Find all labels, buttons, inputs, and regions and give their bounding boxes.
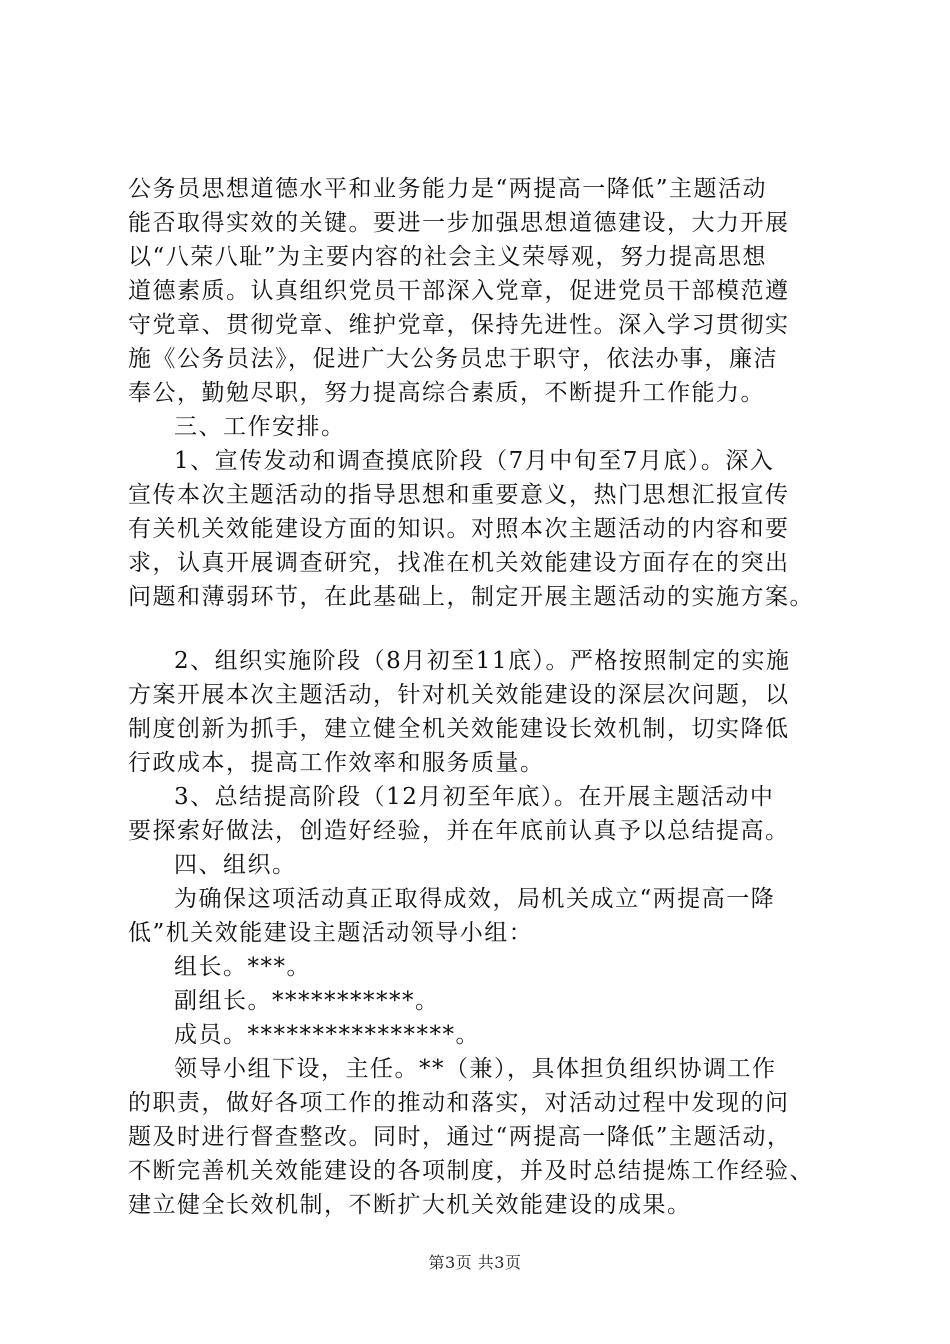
- text-line: 1、宣传发动和调查摸底阶段（7月中旬至7月底）。深入: [174, 448, 775, 474]
- text-line: 公务员思想道德水平和业务能力是“两提高一降低”主题活动: [128, 176, 768, 202]
- text-line: 要探索好做法，创造好经验，并在年底前认真予以总结提高。: [128, 818, 790, 844]
- paragraph-gap: [128, 614, 848, 644]
- text-line: 能否取得实效的关键。要进一步加强思想道德建设，大力开展: [128, 210, 790, 236]
- page-number: 第3页 共3页: [428, 1253, 522, 1272]
- text-line: 以“八荣八耻”为主要内容的社会主义荣辱观，努力提高思想: [128, 244, 768, 270]
- text-line: 制度创新为抓手，建立健全机关效能建设长效机制，切实降低: [128, 716, 790, 742]
- section-heading: 三、工作安排。: [174, 414, 346, 440]
- text-line: 施《公务员法》，促进广大公务员忠于职守，依法办事，廉洁: [128, 346, 778, 372]
- text-line: 有关机关效能建设方面的知识。对照本次主题活动的内容和要: [128, 516, 790, 542]
- text-line: 为确保这项活动真正取得成效，局机关成立“两提高一降: [174, 886, 776, 912]
- deputy-leader-line: 副组长。***********。: [174, 988, 440, 1014]
- text-line: 建立健全长效机制，不断扩大机关效能建设的成果。: [128, 1192, 692, 1218]
- text-line: 不断完善机关效能建设的各项制度，并及时总结提炼工作经验、: [128, 1158, 814, 1184]
- text-line: 宣传本次主题活动的指导思想和重要意义，热门思想汇报宣传: [128, 482, 790, 508]
- text-line: 问题和薄弱环节，在此基础上，制定开展主题活动的实施方案。: [128, 584, 814, 610]
- text-line: 题及时进行督查整改。同时，通过“两提高一降低”主题活动，: [128, 1124, 792, 1150]
- document-body: [128, 172, 848, 1222]
- text-line: 求，认真开展调查研究，找准在机关效能建设方面存在的突出: [128, 550, 790, 576]
- text-line: 低”机关效能建设主题活动领导小组：: [128, 920, 534, 946]
- text-line: 领导小组下设，主任。**（兼），具体担负组织协调工作: [174, 1056, 777, 1082]
- text-line: 守党章、贯彻党章、维护党章，保持先进性。深入学习贯彻实: [128, 312, 790, 338]
- text-line: 行政成本，提高工作效率和服务质量。: [128, 750, 545, 776]
- section-heading: 四、组织。: [174, 852, 297, 878]
- text-line: 方案开展本次主题活动，针对机关效能建设的深层次问题，以: [128, 682, 790, 708]
- text-line: 3、总结提高阶段（12月初至年底）。在开展主题活动中: [174, 784, 775, 810]
- text-line: 奉公，勤勉尽职，努力提高综合素质，不断提升工作能力。: [128, 380, 765, 406]
- text-line: 的职责，做好各项工作的推动和落实，对活动过程中发现的问: [128, 1090, 790, 1116]
- text-line: 2、组织实施阶段（8月初至11底）。严格按照制定的实施: [174, 648, 791, 674]
- page-footer: [0, 1250, 950, 1273]
- leader-line: 组长。***。: [174, 954, 311, 980]
- text-line: 道德素质。认真组织党员干部深入党章，促进党员干部模范遵: [128, 278, 790, 304]
- members-line: 成员。****************。: [174, 1022, 480, 1048]
